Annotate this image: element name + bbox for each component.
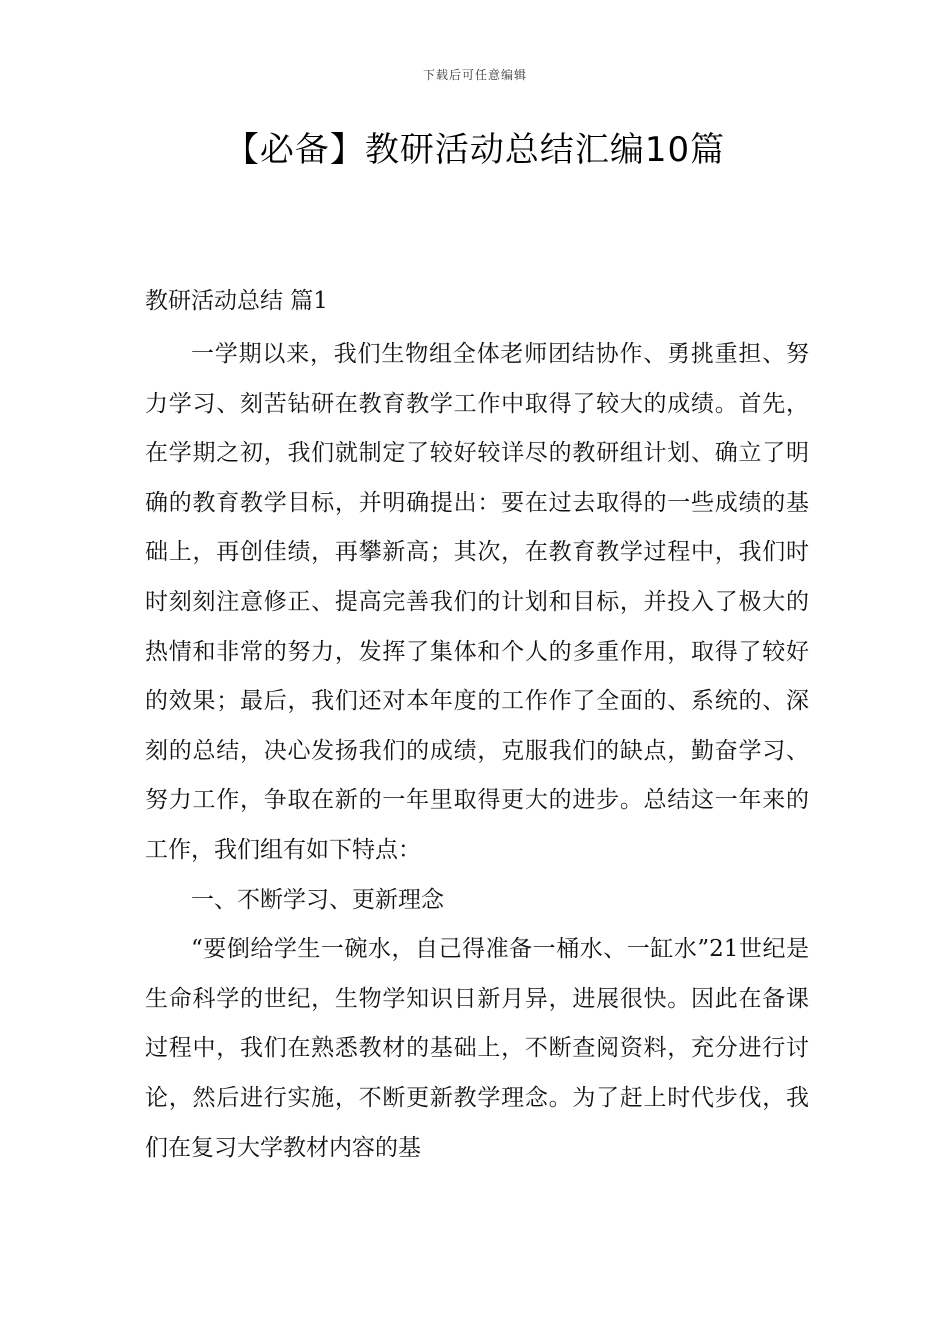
paragraph-learning: “要倒给学生一碗水，自己得准备一桶水、一缸水”21世纪是生命科学的世纪，生物学知识日新月异，进展很快。因此在备课过程中，我们在熟悉教材的基础上，不断查阅资料，充分进行讨论，然后进行实施，不断更新教学理念。为了赶上时代步伐，我们在复习大学教材内容的基 bbox=[145, 936, 809, 1161]
paragraph-subheading: 一、不断学习、更新理念 bbox=[191, 886, 444, 913]
document-body bbox=[145, 330, 809, 1173]
document-title: 【必备】教研活动总结汇编10篇 bbox=[224, 130, 726, 170]
header-note: 下载后可任意编辑 bbox=[422, 68, 527, 82]
paragraph-intro: 一学期以来，我们生物组全体老师团结协作、勇挑重担、努力学习、刻苦钻研在教育教学工作中取得了较大的成绩。首先，在学期之初，我们就制定了较好较详尽的教研组计划、确立了明确的教育教学目标，并明确提出：要在过去取得的一些成绩的基础上，再创佳绩，再攀新高；其次，在教育教学过程中，我们时时刻刻注意修正、提高完善我们的计划和目标，并投入了极大的热情和非常的努力，发挥了集体和个人的多重作用，取得了较好的效果；最后，我们还对本年度的工作作了全面的、系统的、深刻的总结，决心发扬我们的成绩，克服我们的缺点，勤奋学习、努力工作，争取在新的一年里取得更大的进步。总结这一年来的工作，我们组有如下特点： bbox=[145, 341, 809, 863]
section-heading: 教研活动总结 篇1 bbox=[145, 288, 328, 314]
